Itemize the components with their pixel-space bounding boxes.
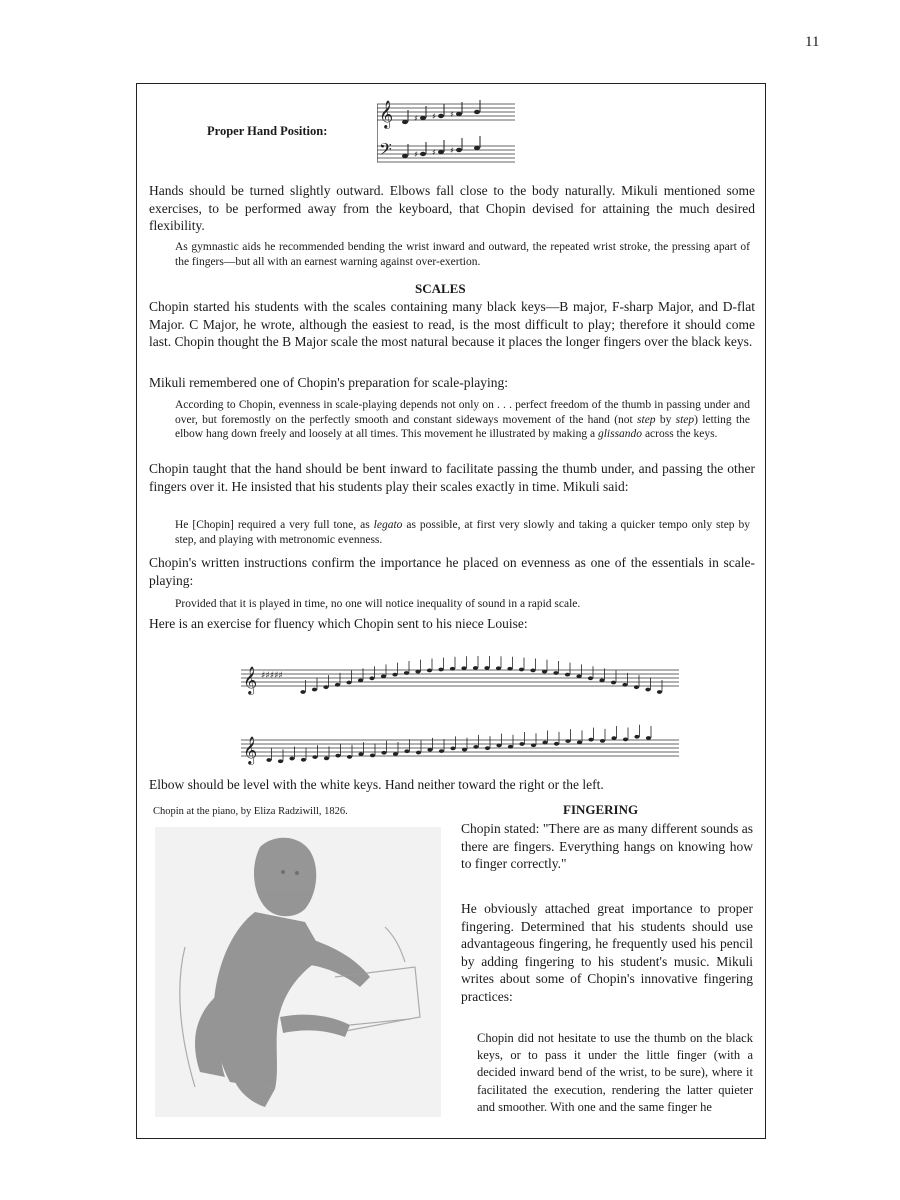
note-head (519, 742, 524, 746)
note-head (565, 739, 570, 743)
portrait-caption: Chopin at the piano, by Eliza Radziwill, 1826. (153, 806, 348, 817)
note-head (645, 688, 650, 692)
note-head (347, 755, 352, 759)
page-number: 11 (805, 34, 820, 50)
note-head (439, 749, 444, 753)
note-head (531, 743, 536, 747)
hand-position-label: Proper Hand Position: (207, 124, 328, 138)
svg-text:𝄢: 𝄢 (379, 139, 392, 163)
note-head (576, 674, 581, 678)
quote-evenness-emph: step (637, 413, 656, 426)
note-head (323, 685, 328, 689)
svg-text:♯: ♯ (414, 114, 418, 123)
note-head (485, 746, 490, 750)
quote-provided: Provided that it is played in time, no one will notice inequality of sound in a rapid scale. (175, 598, 581, 610)
note-head (577, 740, 582, 744)
note-head (335, 754, 340, 758)
paragraph-stated: Chopin stated: "There are as many different sounds as there are fingers. Everything hangs on knowing how to finger correctly." (461, 821, 753, 871)
quote-evenness-part: across the keys. (642, 428, 718, 440)
note-head (530, 669, 535, 673)
svg-text:♯: ♯ (450, 146, 454, 155)
exercise-staff-2 (241, 722, 681, 782)
scales-heading: SCALES (415, 281, 466, 296)
paragraph-obviously: He obviously attached great importance to proper fingering. Determined that his students should use advantageous fingering, he frequently used his pencil by adding fingering to his student's music. Mikuli writes about some of Chopin's innovative fingering practices: (461, 901, 753, 1004)
quote-evenness-part: ) letting the elbow hang down freely and loosely at all times. This movement he illustrated by making a (175, 413, 751, 440)
svg-text:𝄞: 𝄞 (243, 736, 258, 764)
note-head (381, 674, 386, 678)
note-head (508, 745, 513, 749)
svg-text:♯: ♯ (450, 110, 454, 119)
paragraph-mikuli-remembered: Mikuli remembered one of Chopin's preparation for scale-playing: (149, 375, 508, 390)
paragraph-scales-intro: Chopin started his students with the scales containing many black keys—B major, F-sharp Major, and D-flat Major. C Major, he wrote, although the easiest to read, is the most difficult to play; therefore it should come last. Chopin thought the B Major scale the most natural because it places the longer fingers over the black keys. (149, 299, 755, 349)
note-head (657, 690, 662, 694)
note-head (588, 738, 593, 742)
chopin-portrait-image (155, 827, 441, 1117)
quote-evenness (175, 398, 750, 442)
note-head (622, 683, 627, 687)
note-head (416, 751, 421, 755)
quote-full-tone (175, 518, 750, 547)
note-head (611, 736, 616, 740)
note-head (324, 756, 329, 760)
quote-full-tone-part: He [Chopin] required a very full tone, as (175, 519, 374, 531)
note-head (404, 671, 409, 675)
note-head (599, 678, 604, 682)
paragraph-taught: Chopin taught that the hand should be bent inward to facilitate passing the thumb under, and passing the other fingers over it. He insisted that his students play their scales exactly in time. Mikuli said: (149, 461, 755, 494)
note-head (301, 758, 306, 762)
note-head (553, 671, 558, 675)
quote-evenness-part: by (655, 413, 676, 426)
note-head (381, 751, 386, 755)
paragraph-exercise-intro: Here is an exercise for fluency which Chopin sent to his niece Louise: (149, 616, 528, 631)
content-frame (136, 83, 766, 1139)
note-head (393, 752, 398, 756)
note-head (554, 742, 559, 746)
note-head (335, 683, 340, 687)
note-head (278, 759, 283, 763)
note-head (496, 666, 501, 670)
note-head (427, 748, 432, 752)
paragraph-elbow: Elbow should be level with the white keys. Hand neither toward the right or the left. (149, 777, 604, 792)
quote-full-tone-emph: legato (373, 519, 403, 531)
paragraph-hands: Hands should be turned slightly outward. Elbows fall close to the body naturally. Mikuli mentioned some exercises, to be performed away from the keyboard, that Chopin devised for attaining the much desired flexibility. (149, 183, 755, 233)
note-head (392, 673, 397, 677)
note-head (358, 752, 363, 756)
hand-position-staff (377, 92, 517, 172)
note-head (427, 669, 432, 673)
note-head (600, 739, 605, 743)
note-head (312, 688, 317, 692)
note-head (496, 744, 501, 748)
note-head (542, 670, 547, 674)
note-head (623, 738, 628, 742)
note-head (634, 685, 639, 689)
svg-text:𝄞: 𝄞 (243, 666, 258, 694)
note-head (346, 681, 351, 685)
note-head (404, 749, 409, 753)
note-head (611, 681, 616, 685)
svg-text:♯: ♯ (432, 112, 436, 121)
note-head (484, 666, 489, 670)
note-head (415, 670, 420, 674)
note-head (473, 745, 478, 749)
note-head (461, 666, 466, 670)
quote-evenness-emph: glissando (597, 428, 643, 440)
note-head (312, 755, 317, 759)
note-head (450, 746, 455, 750)
quote-evenness-part: According to Chopin, evenness in scale-playing depends not only on . . . perfect freedom of the thumb in passing under and over, but foremostly on the perfectly smooth and constant sideways movement of the hand (not (175, 399, 750, 426)
quote-thumb: Chopin did not hesitate to use the thumb on the black keys, or to pass it under the little finger (with a decided inward bend of the wrist, to be sure), where it facilitated the execution, rendering the latter quieter and smoother. With one and the same finger he (477, 1031, 753, 1114)
note-head (300, 690, 305, 694)
svg-text:♯: ♯ (432, 148, 436, 157)
note-head (370, 754, 375, 758)
svg-text:𝄞: 𝄞 (379, 100, 394, 128)
note-head (565, 673, 570, 677)
note-head (358, 678, 363, 682)
note-head (634, 735, 639, 739)
note-head (266, 758, 271, 762)
quote-gymnastic: As gymnastic aids he recommended bending the wrist inward and outward, the repeated wrist stroke, the pressing apart of the fingers—but all with an earnest warning against over-exertion. (175, 241, 750, 268)
note-head (438, 668, 443, 672)
quote-evenness-emph: step (675, 413, 695, 426)
note-head (542, 741, 547, 745)
note-head (588, 676, 593, 680)
note-head (646, 736, 651, 740)
exercise-staff-1 (241, 652, 681, 712)
note-head (507, 667, 512, 671)
paragraph-written: Chopin's written instructions confirm the importance he placed on evenness as one of the essentials in scale-playing: (149, 555, 755, 588)
svg-text:♯: ♯ (414, 150, 418, 159)
note-head (462, 748, 467, 752)
note-head (519, 668, 524, 672)
quote-full-tone-part: as possible, at first very slowly and taking a quicker tempo only step by step, and playing with metronomic evenness. (175, 519, 750, 546)
svg-text:♯♯♯♯♯: ♯♯♯♯♯ (261, 671, 283, 681)
note-head (289, 757, 294, 761)
fingering-heading: FINGERING (563, 802, 639, 817)
note-head (473, 666, 478, 670)
note-head (450, 667, 455, 671)
note-head (369, 676, 374, 680)
